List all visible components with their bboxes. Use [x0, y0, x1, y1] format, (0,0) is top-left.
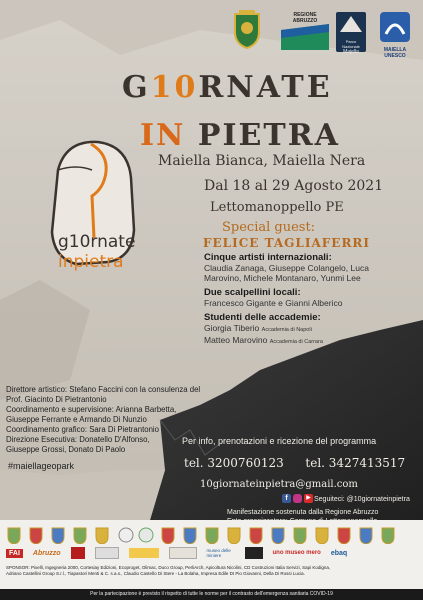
title-line-1: [122, 70, 333, 105]
majella-label: Majella: [343, 49, 359, 55]
parco-label: Parco: [345, 39, 357, 44]
ebaq-logo: ebaq: [330, 549, 348, 557]
student-name: Matteo Marovino: [204, 335, 268, 345]
section-artists: [204, 252, 419, 283]
section-line: [204, 323, 419, 335]
museo-logo: museo delle miniere: [206, 548, 231, 558]
partner-logo-red: [71, 547, 85, 559]
partner-logos: [6, 547, 347, 559]
facebook-icon[interactable]: f: [282, 494, 291, 503]
logo-giornate-text: g10rnate: [58, 232, 136, 252]
logo-inpietra-text: inpietra: [58, 252, 124, 272]
subtitle: Maiella Bianca, Maiella Nera: [158, 153, 366, 169]
section-heading: Studenti delle accademie:: [204, 312, 321, 323]
parco-majella-logo: [336, 12, 366, 55]
sponsor-text: SPONSOR: Pixelli, Ingegneria 2000, Cortesiay Edizioni, Ecoproget, Olimac, Duco Group, PerliArch, Apicoltura Nicolini, CD Costruzioni Italia Servizi, Sapi Kodigna, Adriano Castellini Group S.r.l., Tiapastori Menti & C. s.a.s., Claudio Castello Di Stere - La Bolaha, Impresa Edile DI Pio Giovanni, Della Di Rossi Lucia.: [6, 565, 331, 576]
section-scalpellini: [204, 287, 419, 308]
partner-logo-grey: [95, 547, 119, 559]
info-line: Per info, prenotazioni e ricezione del programma: [182, 436, 377, 446]
social-handle[interactable]: Seguiteci: @10giornateinpietra: [314, 496, 410, 503]
credit-line: Direttore artistico: Stefano Faccini con la consulenza del: [6, 385, 201, 394]
telephones: [184, 456, 405, 470]
fai-logo: FAI: [6, 549, 23, 558]
special-guest-name: FELICE TAGLIAFERRI: [203, 236, 371, 250]
nazionale-label: Nazionale: [342, 44, 360, 49]
special-guest-heading: Special guest:: [222, 220, 316, 235]
credit-line: Giuseppe Grossi, Donato Di Paolo: [6, 445, 126, 454]
title-g: G: [122, 70, 151, 105]
email-link[interactable]: 10giornateinpietra@gmail.com: [200, 479, 358, 490]
credit-line: Coordinamento e supervisione: Arianna Barbetta,: [6, 405, 177, 414]
partner-logo-yellow: [129, 548, 159, 558]
abruzzo-logo: Abruzzo: [32, 549, 61, 557]
event-dates: Dal 18 al 29 Agosto 2021: [204, 178, 384, 194]
unesco-label: UNESCO: [384, 53, 406, 59]
title-line-2: [140, 118, 340, 153]
section-line: Marovino, Michele Montanaro, Yunmi Lee: [204, 273, 361, 283]
section-heading: Due scalpellini locali:: [204, 287, 301, 298]
event-place: Lettomanoppello PE: [210, 200, 344, 215]
credit-line: Direzione Esecutiva: Donatello D'Alfonso,: [6, 435, 150, 444]
title-in: IN: [140, 118, 186, 153]
social-icons: [282, 494, 313, 503]
section-line: [204, 335, 419, 347]
regione-abruzzo-logo: [281, 12, 329, 52]
covid-footer: Per la partecipazione è previsto il rispetto di tutte le norme per il contrasto dell'emergenza sanitaria COVID-19: [0, 589, 423, 600]
telephone-2[interactable]: tel. 3427413517: [305, 456, 406, 470]
title-number: 10: [150, 70, 199, 105]
municipal-crests: [4, 526, 404, 544]
youtube-icon[interactable]: ▶: [304, 494, 313, 503]
section-line: Francesco Gigante e Gianni Alberico: [204, 298, 343, 308]
unesco-maiella-label: MAIELLA: [383, 47, 407, 53]
title-rnate: RNATE: [198, 70, 333, 105]
credit-line: Giuseppe Ferrante e Armando Di Nunzio: [6, 415, 147, 424]
manifestazione-line: Manifestazione sostenuta dalla Regione Abruzzo: [227, 509, 379, 516]
abruzzo-label: ABRUZZO: [292, 18, 318, 24]
uno-museo-logo: uno museo mero: [272, 550, 321, 556]
maiella-unesco-logo: [374, 12, 416, 64]
title-pietra: PIETRA: [185, 118, 340, 153]
hashtag: #maiellageopark: [8, 461, 75, 471]
credit-line: Prof. Giacinto Di Pietrantonio: [6, 395, 107, 404]
partner-logo-dark: [245, 547, 263, 559]
section-line: Claudia Zanaga, Giuseppe Colangelo, Luca: [204, 263, 369, 273]
student-note: Accademia di Carrara: [269, 339, 323, 345]
municipal-crest-icons: [4, 526, 404, 544]
partner-logo-strip: [0, 520, 423, 592]
section-students: [204, 312, 419, 347]
student-name: Giorgia Tiberio: [204, 323, 260, 333]
telephone-1[interactable]: tel. 3200760123: [184, 456, 284, 470]
section-heading: Cinque artisti internazionali:: [204, 252, 332, 263]
credit-line: Coordinamento grafico: Sara Di Pietrantonio: [6, 425, 159, 434]
regione-label: REGIONE: [293, 12, 317, 18]
partner-logo-light: [169, 547, 197, 559]
instagram-icon[interactable]: [293, 494, 302, 503]
lettomanoppello-coat-of-arms: [231, 10, 263, 50]
student-note: Accademia di Napoli: [261, 327, 312, 333]
